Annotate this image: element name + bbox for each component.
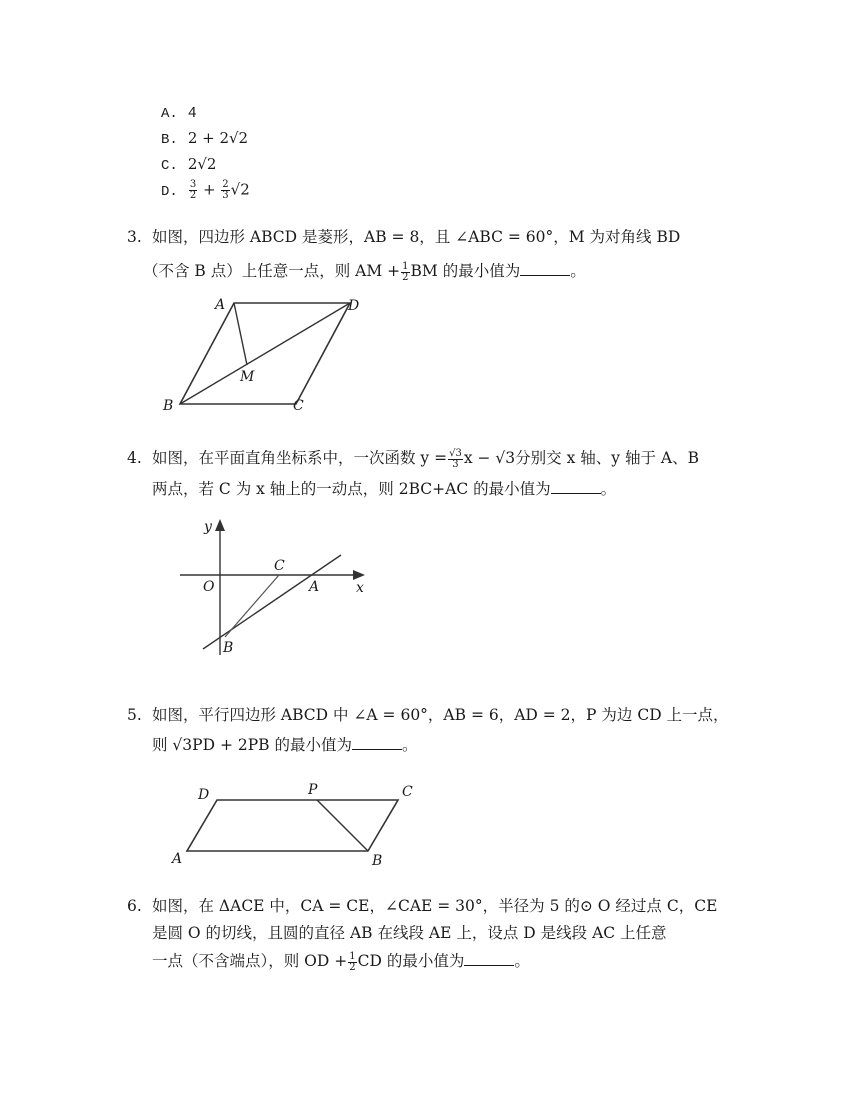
- label-p: P: [308, 782, 318, 798]
- segment-am: [234, 303, 247, 365]
- q3-number: 3.: [127, 228, 142, 246]
- q5-line1: 如图，平行四边形 ABCD 中 ∠A = 60°，AB = 6，AD = 2，P 为边 CD 上一点，: [152, 706, 729, 724]
- option-d: [161, 180, 250, 201]
- option-text: 2√2: [187, 155, 217, 173]
- q6-line1: 如图，在 ΔACE 中，CA = CE，∠CAE = 30°，半径为 5 的⊙ O 经过点 C，CE: [152, 897, 718, 915]
- fraction: $\frac{1}{2}$: [349, 950, 356, 973]
- q3-line1: 如图，四边形 ABCD 是菱形，AB = 8，且 ∠ABC = 60°，M 为对角线 BD: [152, 228, 681, 246]
- answer-blank[interactable]: [352, 735, 402, 750]
- option-text: 2 + 2√2: [187, 129, 249, 147]
- q4-line2: 两点，若 C 为 x 轴上的一动点，则 2BC+AC 的最小值为 。: [152, 480, 617, 498]
- label-a: A: [172, 851, 183, 867]
- q6-line3: 一点（不含端点），则 OD + $\frac{1}{2}$ CD 的最小值为 。: [152, 950, 530, 973]
- option-text: √2: [230, 180, 250, 199]
- option-c: [161, 155, 216, 174]
- label-d: D: [198, 787, 210, 803]
- option-label: C.: [161, 158, 178, 174]
- q5-parallelogram-figure: [170, 775, 430, 870]
- label-a: A: [215, 297, 226, 313]
- label-o: O: [203, 579, 215, 595]
- label-c: C: [293, 398, 304, 414]
- parallelogram-abcd: [187, 800, 398, 851]
- option-label: D.: [161, 183, 178, 200]
- diagonal-bd: [180, 303, 350, 404]
- x-axis-arrow: [353, 570, 365, 580]
- q3-line2: （不含 B 点）上任意一点，则 AM + $\frac{1}{2}$ BM 的最小值为 。: [143, 260, 586, 283]
- label-b: B: [163, 398, 174, 414]
- option-label: A.: [161, 106, 178, 122]
- q6-number: 6.: [127, 897, 142, 915]
- option-text: 4: [187, 106, 197, 122]
- label-x: x: [356, 580, 364, 596]
- y-axis-arrow: [215, 519, 225, 531]
- label-a: A: [309, 579, 320, 595]
- label-b: B: [223, 640, 234, 656]
- label-c: C: [274, 558, 285, 574]
- fraction: $\frac{2}{3}$: [222, 179, 229, 201]
- fraction: $\frac{3}{2}$: [189, 179, 197, 201]
- option-a: [161, 103, 197, 122]
- segment-bc: [225, 575, 279, 637]
- q5-number: 5.: [127, 706, 142, 724]
- label-d: D: [348, 298, 360, 314]
- q3-rhombus-figure: [155, 290, 375, 415]
- option-b: [161, 129, 248, 148]
- fraction: $\frac{√3}{3}$: [449, 447, 462, 470]
- line-ab: [203, 555, 341, 649]
- q5-line2: 则 √3PD + 2PB 的最小值为 。: [152, 736, 418, 754]
- answer-blank[interactable]: [464, 951, 514, 966]
- label-m: M: [240, 369, 255, 385]
- answer-blank[interactable]: [551, 479, 601, 494]
- label-y: y: [204, 519, 212, 535]
- label-b: B: [372, 853, 383, 869]
- answer-blank[interactable]: [520, 261, 570, 276]
- fraction: $\frac{1}{2}$: [402, 260, 409, 283]
- option-label: B.: [161, 132, 178, 148]
- segment-pb: [317, 800, 368, 851]
- q4-line1: 如图，在平面直角坐标系中，一次函数 y = $\frac{√3}{3}$ x − √3分别交 x 轴、y 轴于 A、B: [152, 447, 699, 470]
- label-c: C: [402, 784, 413, 800]
- q4-number: 4.: [127, 449, 142, 467]
- q4-coordinate-figure: [175, 515, 375, 660]
- option-text-plus: +: [198, 180, 221, 199]
- q6-line2: 是圆 O 的切线，且圆的直径 AB 在线段 AE 上，设点 D 是线段 AC 上任意: [152, 924, 667, 942]
